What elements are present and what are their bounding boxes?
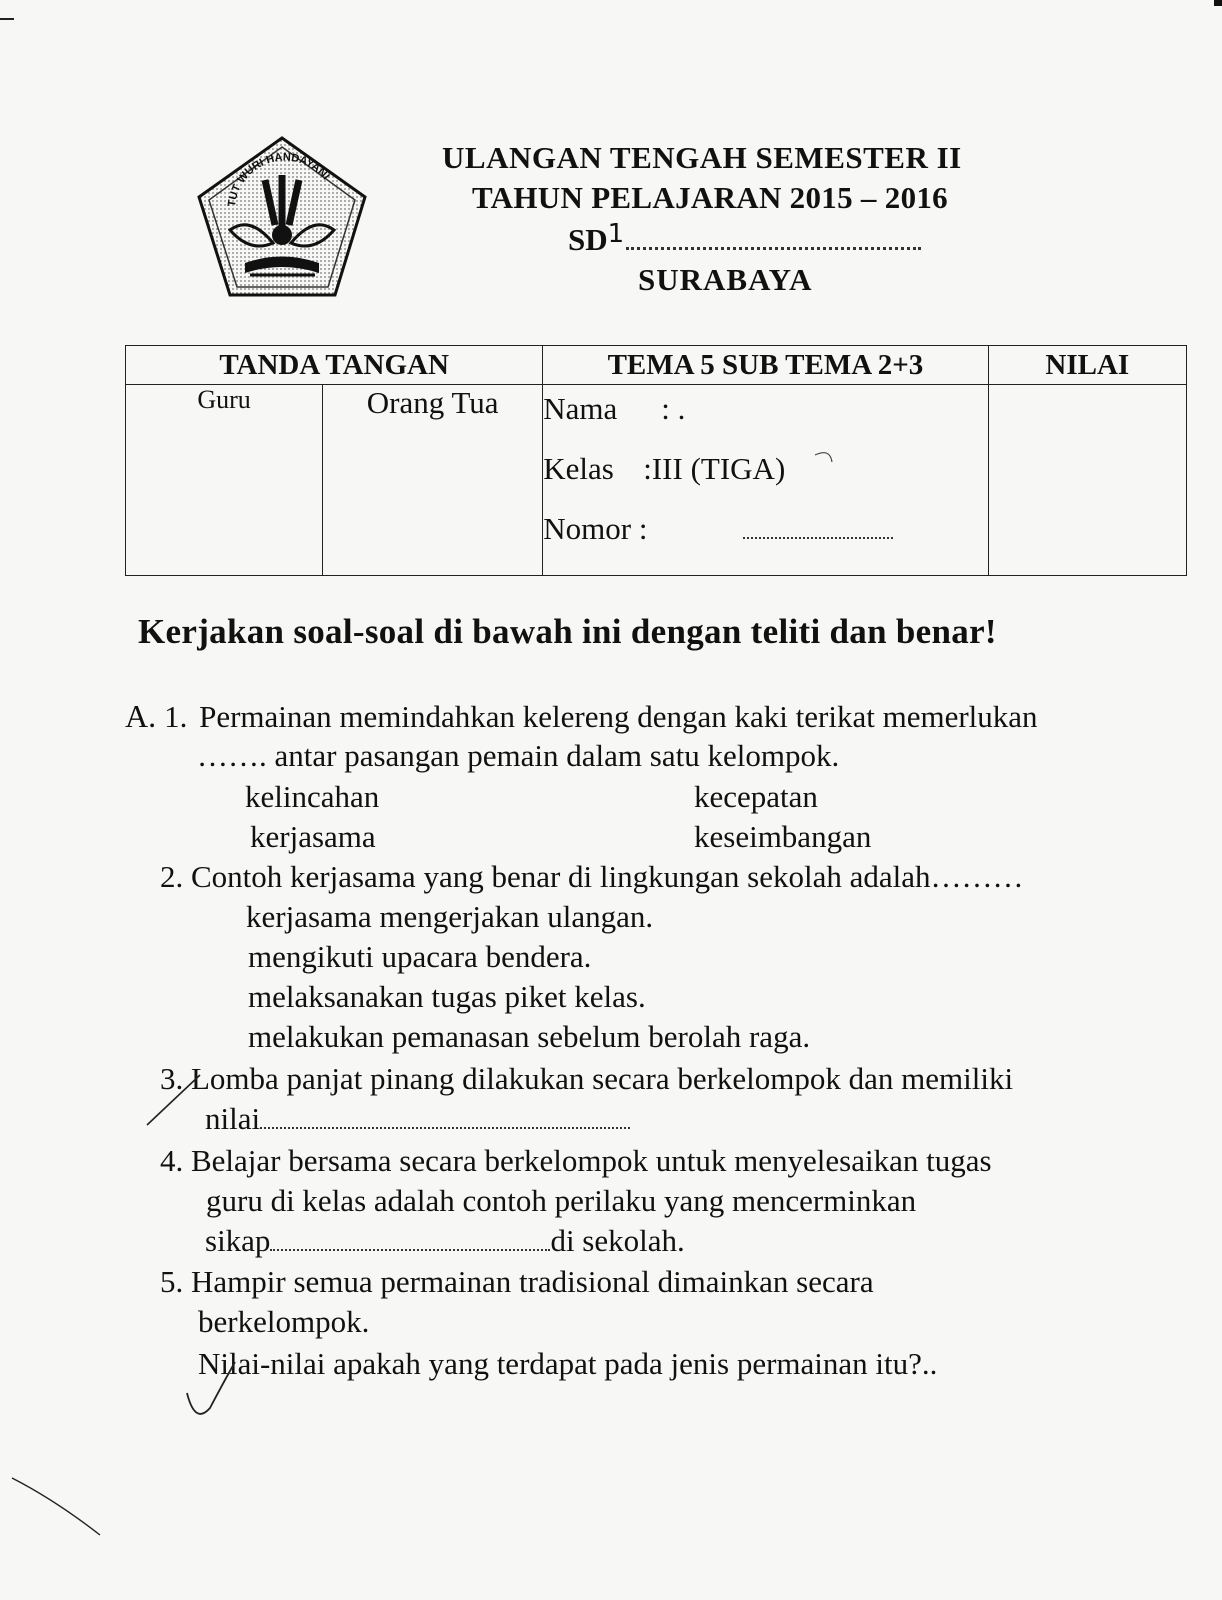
school-city: SURABAYA bbox=[638, 262, 813, 297]
question-text: Belajar bersama secara berkelompok untuk menyelesaikan tugas bbox=[191, 1143, 992, 1178]
question-number: 4. bbox=[160, 1143, 184, 1178]
instruction: Kerjakan soal-soal di bawah ini dengan teliti dan benar! bbox=[138, 612, 997, 651]
class-row bbox=[543, 445, 987, 505]
parent-signature-cell[interactable] bbox=[323, 385, 543, 576]
question-number: 5. bbox=[160, 1264, 184, 1299]
answer-blank[interactable] bbox=[260, 1107, 630, 1129]
question-number: 2. bbox=[160, 859, 184, 894]
number-blank[interactable] bbox=[743, 515, 893, 539]
question-4 bbox=[160, 1142, 992, 1180]
class-label: Kelas bbox=[543, 451, 614, 486]
scan-mark bbox=[1214, 0, 1222, 6]
school-name bbox=[568, 220, 921, 262]
class-value: :III (TIGA) bbox=[643, 451, 786, 486]
option[interactable]: melakukan pemanasan sebelum berolah raga. bbox=[248, 1019, 811, 1054]
teacher-label: Guru bbox=[197, 385, 251, 414]
pen-stroke bbox=[12, 1478, 100, 1535]
name-separator: : . bbox=[661, 391, 686, 426]
question-1 bbox=[125, 697, 1038, 736]
option[interactable]: kerjasama mengerjakan ulangan. bbox=[246, 899, 654, 934]
logo-text: TUT WURI HANDAYANI bbox=[225, 151, 332, 208]
school-handwritten-number: 1 bbox=[607, 219, 625, 249]
header-theme: TEMA 5 SUB TEMA 2+3 bbox=[543, 346, 988, 385]
question-text: ……. antar pasangan pemain dalam satu kelompok. bbox=[197, 738, 840, 773]
teacher-signature-cell[interactable] bbox=[126, 385, 323, 576]
option[interactable]: melaksanakan tugas piket kelas. bbox=[248, 979, 646, 1014]
option[interactable]: kerjasama bbox=[250, 819, 376, 854]
number-row[interactable] bbox=[543, 505, 987, 565]
question-text: Permainan memindahkan kelereng dengan kaki terikat memerlukan bbox=[199, 699, 1038, 734]
question-4-answer-line bbox=[205, 1222, 685, 1260]
question-5 bbox=[160, 1263, 874, 1301]
question-text: di sekolah. bbox=[550, 1223, 685, 1258]
answer-blank[interactable] bbox=[270, 1229, 550, 1251]
question-text: Contoh kerjasama yang benar di lingkungan sekolah adalah……… bbox=[191, 859, 1024, 894]
question-3 bbox=[160, 1060, 1013, 1098]
question-number: 3. bbox=[160, 1061, 184, 1096]
name-label: Nama bbox=[543, 391, 618, 426]
school-prefix: SD bbox=[568, 222, 608, 257]
academic-year: TAHUN PELAJARAN 2015 – 2016 bbox=[472, 180, 948, 215]
name-row[interactable] bbox=[543, 385, 987, 445]
section-label: A. bbox=[125, 698, 157, 734]
school-blank bbox=[626, 225, 921, 250]
number-label: Nomor : bbox=[543, 511, 648, 546]
question-text: Nilai-nilai apakah yang terdapat pada jenis permainan itu?.. bbox=[198, 1346, 938, 1381]
question-text: sikap bbox=[205, 1223, 271, 1258]
question-number: 1. bbox=[164, 699, 188, 734]
score-cell[interactable] bbox=[988, 385, 1186, 576]
header-signature: TANDA TANGAN bbox=[126, 346, 543, 385]
student-identity-cell bbox=[543, 385, 988, 576]
question-text: guru di kelas adalah contoh perilaku yang mencerminkan bbox=[206, 1183, 917, 1218]
option[interactable]: kelincahan bbox=[245, 779, 380, 814]
identity-table bbox=[125, 345, 1187, 576]
question-2 bbox=[160, 858, 1023, 896]
option[interactable]: kecepatan bbox=[694, 779, 818, 814]
option[interactable]: mengikuti upacara bendera. bbox=[248, 939, 592, 974]
exam-title: ULANGAN TENGAH SEMESTER II bbox=[442, 140, 962, 175]
question-text: Lomba panjat pinang dilakukan secara berkelompok dan memiliki bbox=[191, 1061, 1014, 1096]
scan-mark bbox=[0, 18, 14, 20]
parent-label: Orang Tua bbox=[366, 385, 499, 420]
header-score: NILAI bbox=[988, 346, 1186, 385]
question-text: nilai bbox=[205, 1101, 261, 1136]
option[interactable]: keseimbangan bbox=[694, 819, 872, 854]
question-3-answer-line bbox=[205, 1100, 630, 1138]
question-text: berkelompok. bbox=[198, 1304, 370, 1339]
tut-wuri-handayani-logo-icon bbox=[195, 135, 370, 300]
question-text: Hampir semua permainan tradisional dimainkan secara bbox=[191, 1264, 874, 1299]
